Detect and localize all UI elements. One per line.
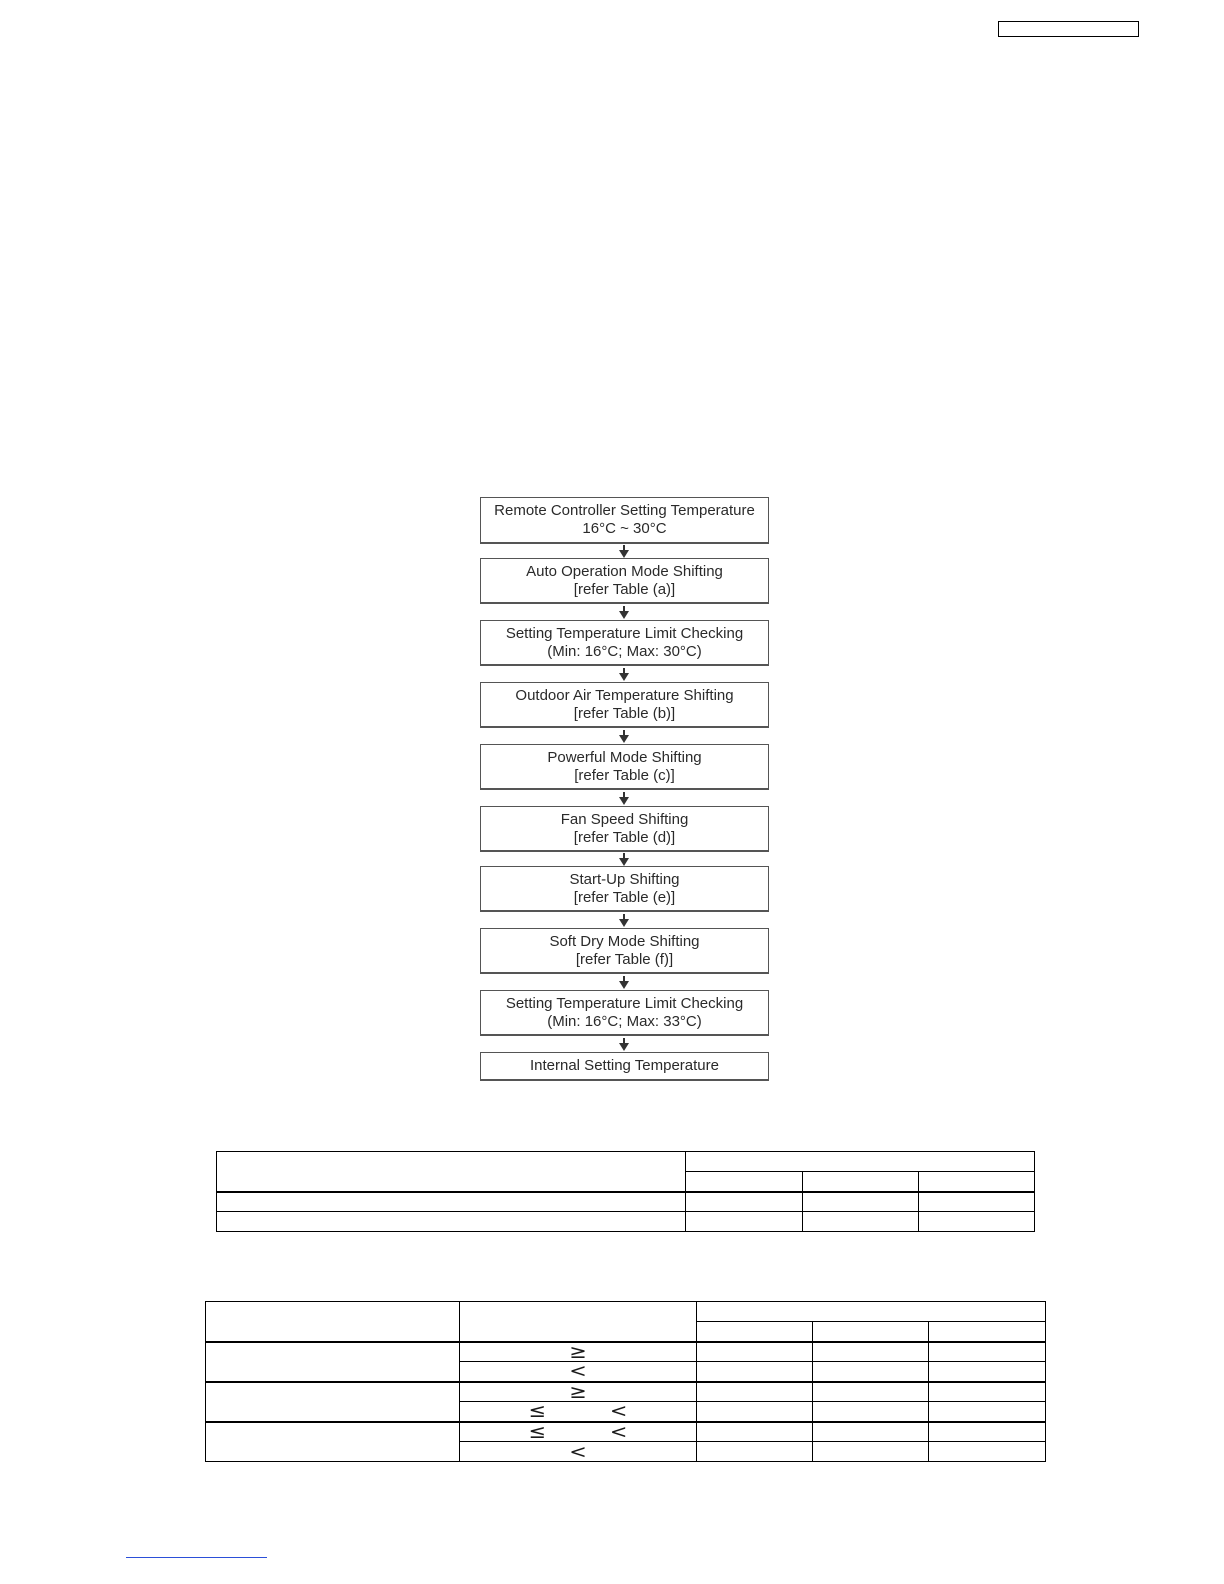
table-cell [460, 1422, 697, 1442]
table-a-header-cell [217, 1152, 686, 1192]
table-b-header-cell [206, 1302, 460, 1342]
table-cell [929, 1342, 1046, 1362]
flow-arrow-down-icon [618, 914, 630, 927]
flow-step-limit-check-33 [480, 990, 769, 1036]
table-b-header-cell [697, 1302, 1046, 1322]
flow-step-line: Powerful Mode Shifting [547, 748, 702, 766]
table-cell [803, 1212, 919, 1232]
flow-step-limit-check-30 [480, 620, 769, 666]
table-cell [206, 1382, 460, 1422]
table-row [217, 1192, 1035, 1212]
flow-step-line: [refer Table (d)] [573, 828, 676, 846]
table-a-subheader-cell [803, 1172, 919, 1192]
flow-step-line: (Min: 16°C; Max: 30°C) [547, 642, 702, 660]
table-cell [206, 1342, 460, 1382]
table-cell [929, 1362, 1046, 1382]
flow-step-line: [refer Table (f)] [575, 950, 674, 968]
table-a-header-cell [686, 1152, 1035, 1172]
flow-step-internal-setting [480, 1052, 769, 1081]
table-b [205, 1301, 1046, 1462]
table-cell [813, 1362, 929, 1382]
comparison-symbol: ≥ [569, 1380, 587, 1403]
table-cell [929, 1382, 1046, 1402]
flow-arrow-down-icon [618, 730, 630, 743]
table-cell [929, 1442, 1046, 1462]
flow-step-auto-mode-shifting [480, 558, 769, 604]
flow-step-start-up-shifting [480, 866, 769, 912]
table-cell [686, 1192, 803, 1212]
table-cell [803, 1192, 919, 1212]
flow-step-line: Start-Up Shifting [569, 870, 680, 888]
flow-arrow-down-icon [618, 545, 630, 558]
flow-step-line: Auto Operation Mode Shifting [526, 562, 723, 580]
flow-arrow-down-icon [618, 606, 630, 619]
table-cell [697, 1422, 813, 1442]
table-b-subheader-cell [813, 1322, 929, 1342]
table-a-subheader-cell [686, 1172, 803, 1192]
table-cell [217, 1192, 686, 1212]
table-cell [813, 1402, 929, 1422]
table-cell [697, 1402, 813, 1422]
table-cell [919, 1212, 1035, 1232]
table-cell [460, 1442, 697, 1462]
table-cell [813, 1382, 929, 1402]
flow-arrow-down-icon [618, 668, 630, 681]
comparison-symbol: ≤ < [528, 1420, 657, 1443]
table-a [216, 1151, 1035, 1232]
table-cell [697, 1342, 813, 1362]
table-cell [813, 1442, 929, 1462]
table-cell [460, 1382, 697, 1402]
flow-step-line: Outdoor Air Temperature Shifting [515, 686, 734, 704]
header-reference-box [998, 21, 1139, 37]
table-row [206, 1422, 1046, 1442]
table-a-subheader-cell [919, 1172, 1035, 1192]
flow-step-remote-setting [480, 497, 769, 544]
flow-step-line: [refer Table (c)] [574, 766, 675, 784]
flow-step-line: Setting Temperature Limit Checking [505, 624, 744, 642]
table-b-header-cell [460, 1302, 697, 1342]
flow-step-powerful-mode-shifting [480, 744, 769, 790]
table-cell [929, 1402, 1046, 1422]
flow-step-fan-speed-shifting [480, 806, 769, 852]
table-cell [697, 1442, 813, 1462]
table-row [217, 1212, 1035, 1232]
table-cell [919, 1192, 1035, 1212]
table-b-subheader-cell [929, 1322, 1046, 1342]
flow-step-line: [refer Table (b)] [573, 704, 676, 722]
comparison-symbol: ≥ [569, 1340, 587, 1363]
table-cell [813, 1422, 929, 1442]
table-b-subheader-cell [697, 1322, 813, 1342]
table-row [206, 1382, 1046, 1402]
flow-step-outdoor-air-shifting [480, 682, 769, 728]
table-cell [460, 1402, 697, 1422]
flow-step-line: Internal Setting Temperature [529, 1057, 719, 1074]
table-cell [686, 1212, 803, 1232]
flow-step-soft-dry-shifting [480, 928, 769, 974]
comparison-symbol: < [569, 1360, 587, 1383]
flow-step-line: Remote Controller Setting Temperature [494, 502, 755, 519]
flow-step-line: [refer Table (a)] [573, 580, 676, 598]
flow-step-line: Setting Temperature Limit Checking [505, 994, 744, 1012]
comparison-symbol: ≤ < [528, 1400, 657, 1423]
flow-arrow-down-icon [618, 1038, 630, 1051]
footer-link-underline[interactable] [126, 1557, 267, 1558]
table-cell [929, 1422, 1046, 1442]
flow-step-line: (Min: 16°C; Max: 33°C) [547, 1012, 702, 1030]
flow-step-line: Soft Dry Mode Shifting [549, 932, 700, 950]
table-cell [460, 1362, 697, 1382]
flow-step-line: [refer Table (e)] [573, 888, 676, 906]
table-cell [460, 1342, 697, 1362]
flow-step-line: Fan Speed Shifting [560, 810, 689, 828]
table-cell [217, 1212, 686, 1232]
table-row [206, 1342, 1046, 1362]
table-cell [697, 1362, 813, 1382]
flow-arrow-down-icon [618, 792, 630, 805]
flow-arrow-down-icon [618, 976, 630, 989]
table-cell [813, 1342, 929, 1362]
comparison-symbol: < [569, 1440, 587, 1463]
table-cell [697, 1382, 813, 1402]
flow-step-line: 16°C ~ 30°C [582, 520, 667, 537]
table-cell [206, 1422, 460, 1462]
flow-arrow-down-icon [618, 853, 630, 866]
